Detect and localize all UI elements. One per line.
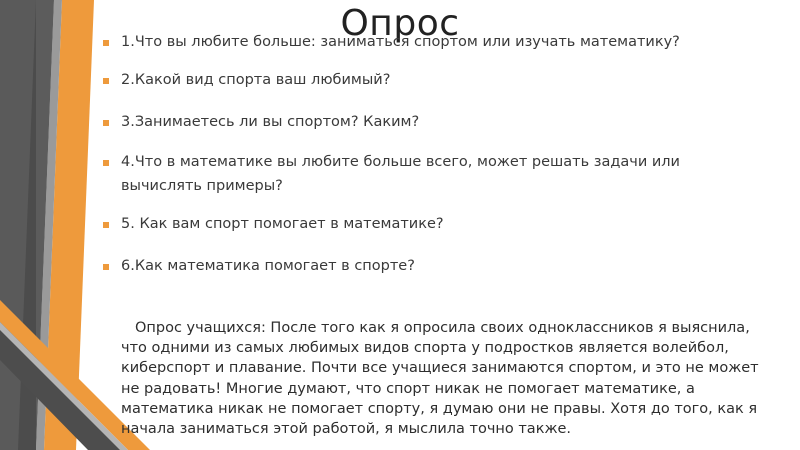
list-item [103, 68, 723, 92]
question-text: 5. Как вам спорт помогает в математике? [121, 216, 444, 232]
bullet-icon [103, 78, 109, 84]
list-item [103, 110, 723, 134]
list-item [103, 212, 723, 236]
bullet-icon [103, 120, 109, 126]
survey-summary: Опрос учащихся: После того как я опросила своих одноклассников я выяснила, что одними из самых любимых видов спорта у подростков является волейбол, киберспорт и плавание. Почти все учащиеся занимаются спортом, и это не может не радовать! Многие думают, что спорт никак не помогает математике, а математика никак не помогает спорту, я думаю они не правы. Хотя до того, как я начала заниматься этой работой, я мыслила точно также. [121, 320, 759, 438]
question-text: 2.Какой вид спорта ваш любимый? [121, 72, 391, 88]
bullet-icon [103, 160, 109, 166]
list-item [103, 254, 723, 278]
list-item [103, 150, 723, 198]
bullet-icon [103, 40, 109, 46]
question-text: 4.Что в математике вы любите больше всего, может решать задачи или вычислять примеры? [121, 154, 680, 194]
list-item [103, 30, 723, 54]
question-text: 3.Занимаетесь ли вы спортом? Каким? [121, 114, 420, 130]
question-text: 6.Как математика помогает в спорте? [121, 258, 415, 274]
slide-title: Опрос [340, 3, 460, 44]
bullet-icon [103, 264, 109, 270]
question-text: 1.Что вы любите больше: заниматься спортом или изучать математику? [121, 34, 680, 50]
bullet-icon [103, 222, 109, 228]
